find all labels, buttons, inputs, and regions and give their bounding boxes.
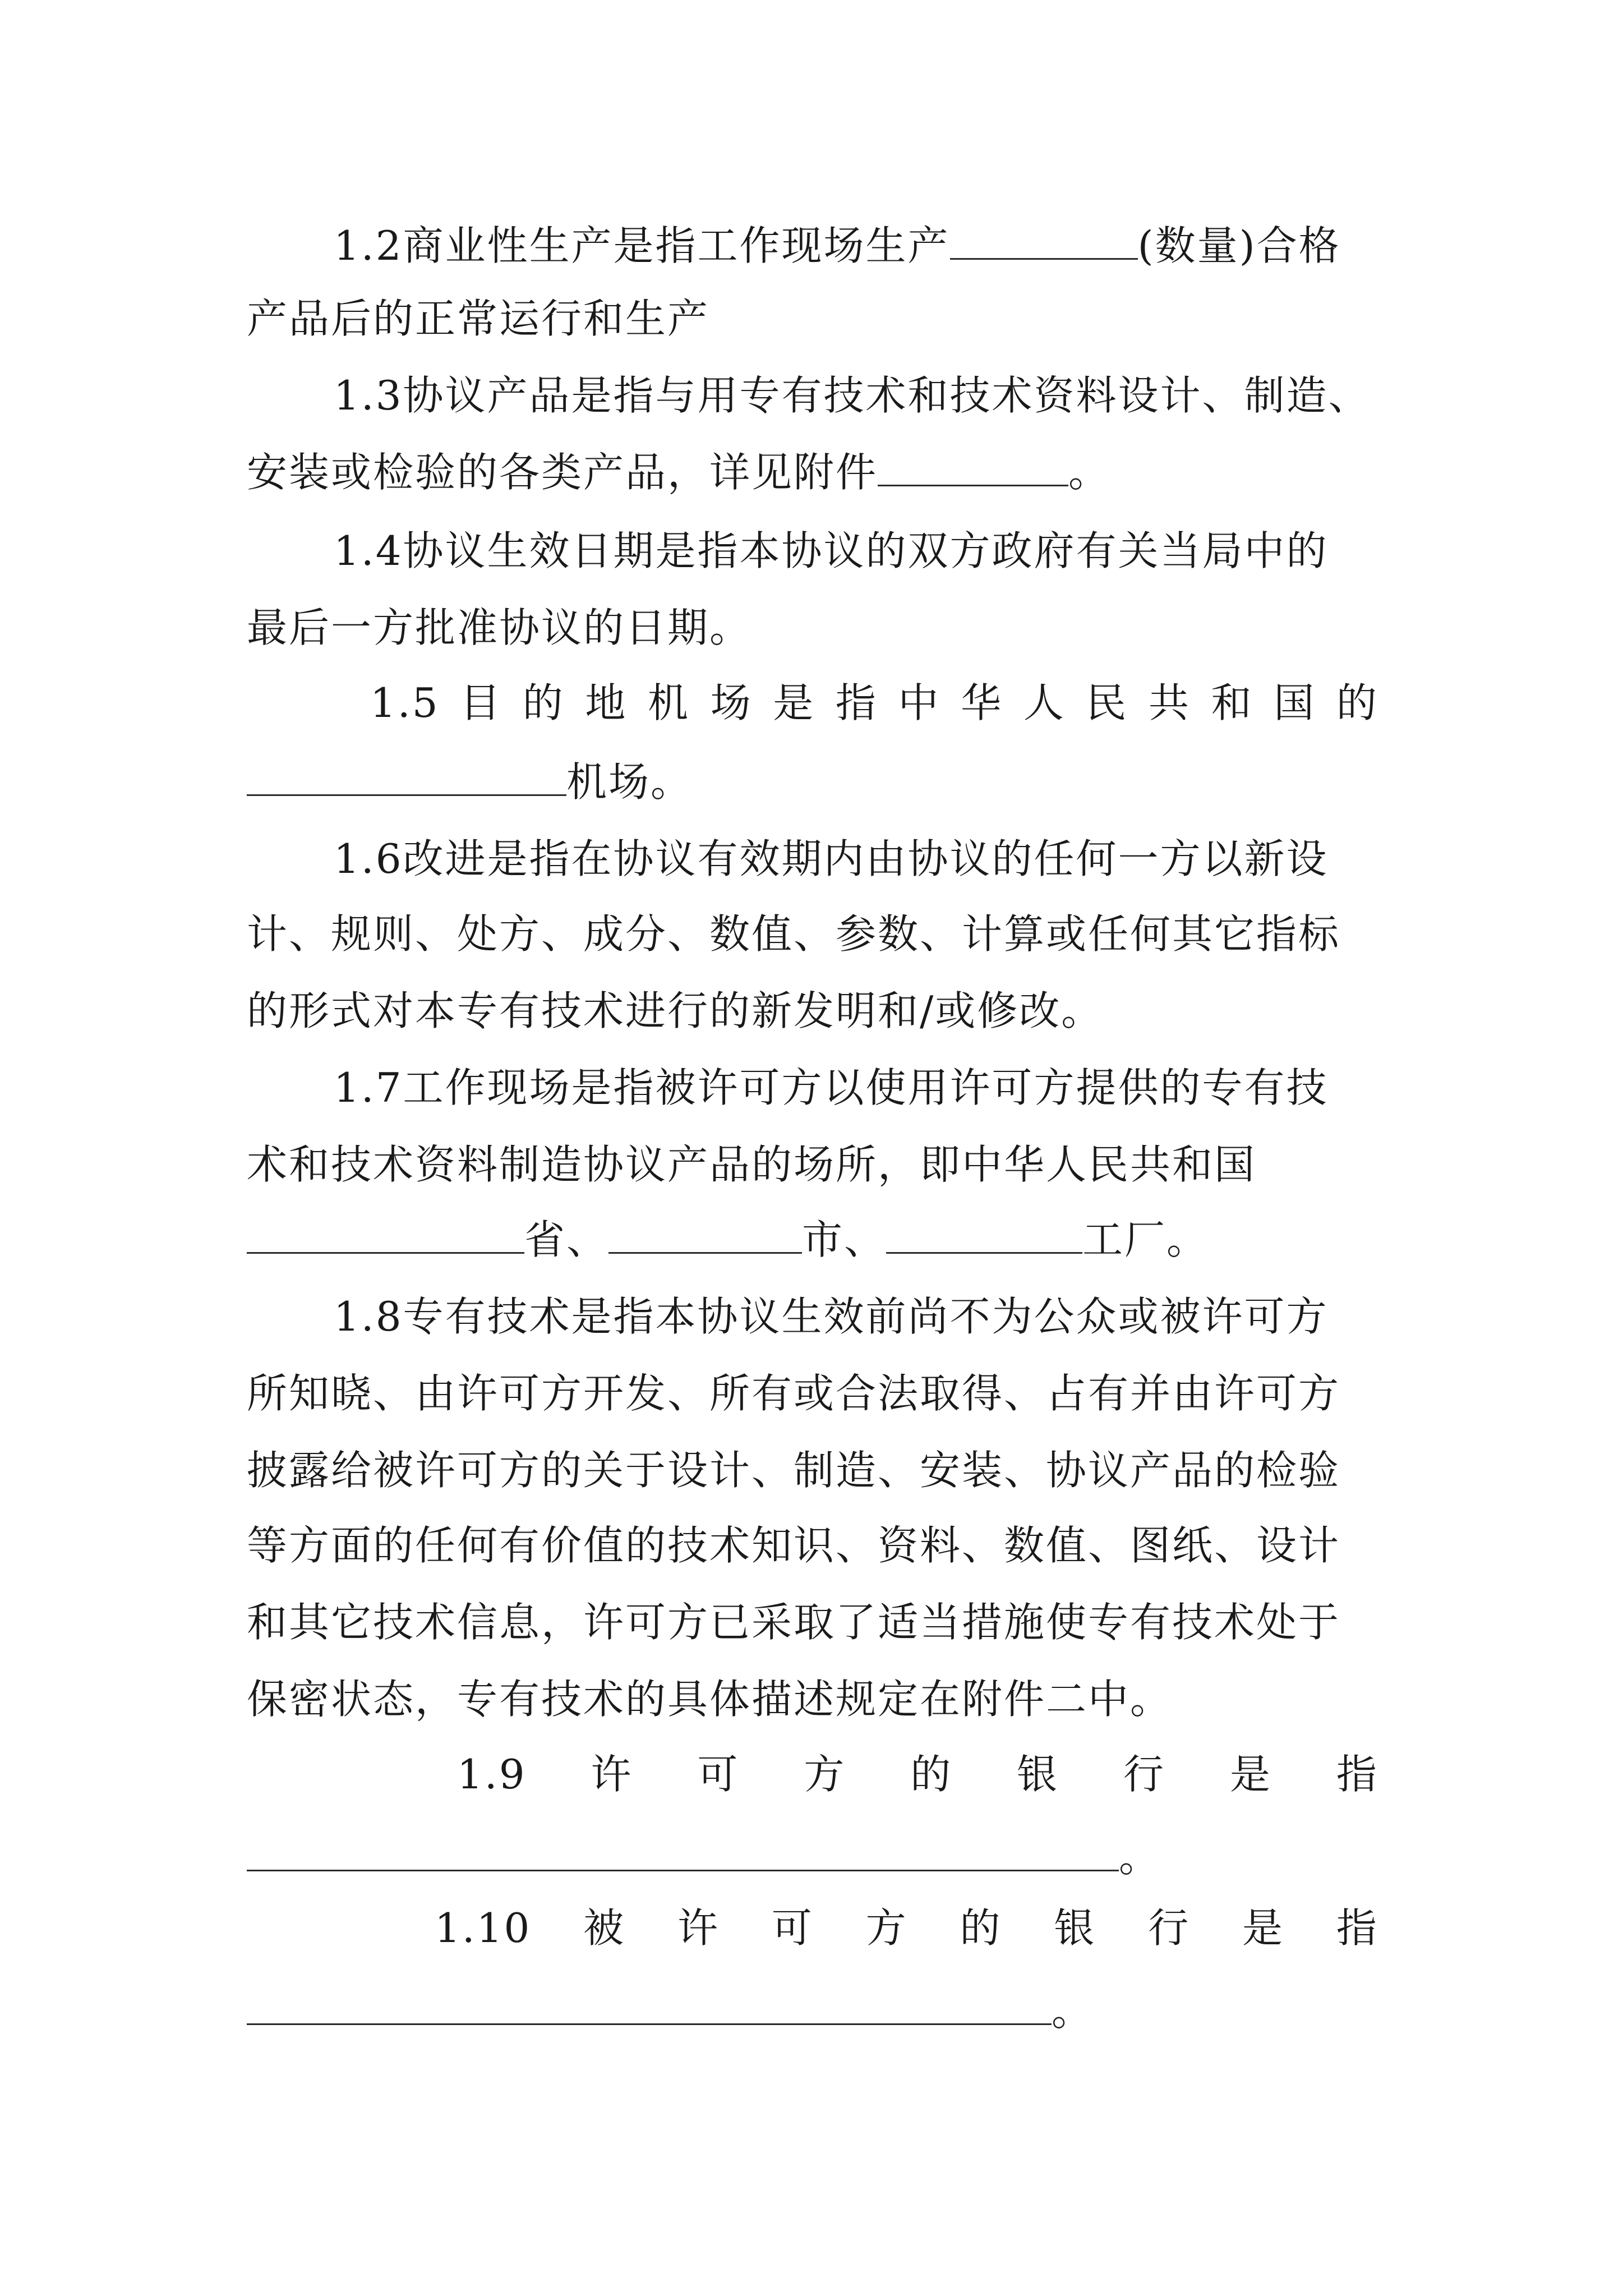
token: 共 bbox=[1149, 679, 1191, 726]
clause-1-6-line-1: 1.6改进是指在协议有效期内由协议的任何一方以新设 bbox=[334, 835, 1329, 882]
token: 人 bbox=[1023, 679, 1066, 726]
clause-1-10-line-1 bbox=[247, 1892, 1378, 1964]
clause-1-10-line-2 bbox=[247, 1975, 1378, 2047]
token: 是 bbox=[773, 679, 815, 726]
clause-1-3-line-2 bbox=[247, 436, 1378, 509]
text-segment: 。 bbox=[1119, 1834, 1161, 1881]
token: 民 bbox=[1086, 679, 1128, 726]
token: 指 bbox=[1336, 1751, 1378, 1798]
clause-1-6-line-2: 计、规则、处方、成分、数值、参数、计算或任何其它指标 bbox=[247, 910, 1341, 958]
clause-1-8-line-3: 披露给被许可方的关于设计、制造、安装、协议产品的检验 bbox=[247, 1447, 1341, 1494]
token: 指 bbox=[835, 679, 878, 726]
token: 目 bbox=[460, 679, 502, 726]
clause-1-7-line-3 bbox=[247, 1203, 1378, 1276]
token: 1.10 bbox=[435, 1904, 532, 1952]
text-segment: 市、 bbox=[802, 1216, 887, 1263]
token: 方 bbox=[865, 1904, 908, 1952]
token: 方 bbox=[804, 1751, 846, 1798]
token: 国 bbox=[1274, 679, 1316, 726]
text-segment: 机场。 bbox=[566, 758, 693, 806]
fill-in-blank bbox=[247, 751, 566, 796]
clause-1-2-line-1 bbox=[247, 209, 1465, 282]
fill-in-blank bbox=[878, 441, 1068, 486]
token: 华 bbox=[961, 679, 1003, 726]
clause-1-8-line-6: 保密状态，专有技术的具体描述规定在附件二中。 bbox=[247, 1676, 1173, 1723]
text-segment: 省、 bbox=[524, 1216, 609, 1263]
token: 的 bbox=[522, 679, 565, 726]
text-segment: (数量)合格 bbox=[1137, 222, 1341, 269]
clause-1-7-line-2: 术和技术资料制造协议产品的场所，即中华人民共和国 bbox=[247, 1141, 1257, 1188]
token: 的 bbox=[960, 1904, 1002, 1952]
token: 行 bbox=[1148, 1904, 1191, 1952]
token: 是 bbox=[1242, 1904, 1285, 1952]
token: 被 bbox=[583, 1904, 626, 1952]
token: 场 bbox=[710, 679, 753, 726]
token: 可 bbox=[697, 1751, 740, 1798]
clause-1-5-line-2 bbox=[247, 746, 1378, 818]
clause-1-8-line-1: 1.8专有技术是指本协议生效前尚不为公众或被许可方 bbox=[334, 1293, 1329, 1340]
clause-1-3-line-1: 1.3协议产品是指与用专有技术和技术资料设计、制造、 bbox=[334, 372, 1371, 419]
token: 指 bbox=[1336, 1904, 1378, 1952]
text-segment: 。 bbox=[1068, 449, 1111, 496]
token: 可 bbox=[771, 1904, 814, 1952]
clause-1-9-line-1 bbox=[247, 1738, 1378, 1811]
token: 和 bbox=[1211, 679, 1253, 726]
text-segment: 工厂。 bbox=[1082, 1216, 1209, 1263]
clause-1-8-line-4: 等方面的任何有价值的技术知识、资料、数值、图纸、设计 bbox=[247, 1522, 1341, 1569]
clause-1-4-line-1: 1.4协议生效日期是指本协议的双方政府有关当局中的 bbox=[334, 527, 1329, 574]
clause-1-2-line-2: 产品后的正常运行和生产 bbox=[247, 295, 710, 342]
text-segment: 1.2商业性生产是指工作现场生产 bbox=[334, 222, 950, 269]
fill-in-blank bbox=[247, 1208, 524, 1254]
token: 机 bbox=[648, 679, 690, 726]
clause-1-4-line-2: 最后一方批准协议的日期。 bbox=[247, 604, 752, 651]
clause-1-7-line-1: 1.7工作现场是指被许可方以使用许可方提供的专有技 bbox=[334, 1064, 1329, 1111]
fill-in-blank bbox=[886, 1208, 1082, 1254]
token: 许 bbox=[591, 1751, 633, 1798]
token: 中 bbox=[898, 679, 940, 726]
clause-1-9-line-2 bbox=[247, 1821, 1378, 1894]
token: 的 bbox=[910, 1751, 953, 1798]
text-segment: 。 bbox=[1052, 1987, 1094, 2035]
token: 银 bbox=[1054, 1904, 1096, 1952]
fill-in-blank bbox=[608, 1208, 802, 1254]
token: 地 bbox=[585, 679, 628, 726]
token: 的 bbox=[1336, 679, 1378, 726]
token: 1.9 bbox=[457, 1751, 527, 1798]
clause-1-6-line-3: 的形式对本专有技术进行的新发明和/或修改。 bbox=[247, 987, 1104, 1034]
token: 银 bbox=[1017, 1751, 1059, 1798]
clause-1-8-line-5: 和其它技术信息，许可方已采取了适当措施使专有技术处于 bbox=[247, 1599, 1341, 1646]
fill-in-blank bbox=[950, 214, 1138, 260]
clause-1-5-line-1 bbox=[247, 666, 1378, 739]
token: 行 bbox=[1123, 1751, 1166, 1798]
token: 许 bbox=[677, 1904, 720, 1952]
text-segment: 安装或检验的各类产品，详见附件 bbox=[247, 449, 878, 496]
token: 1.5 bbox=[370, 679, 440, 726]
fill-in-blank bbox=[247, 1826, 1119, 1871]
token: 是 bbox=[1229, 1751, 1272, 1798]
fill-in-blank bbox=[247, 1980, 1052, 2025]
clause-1-8-line-2: 所知晓、由许可方开发、所有或合法取得、占有并由许可方 bbox=[247, 1370, 1341, 1417]
